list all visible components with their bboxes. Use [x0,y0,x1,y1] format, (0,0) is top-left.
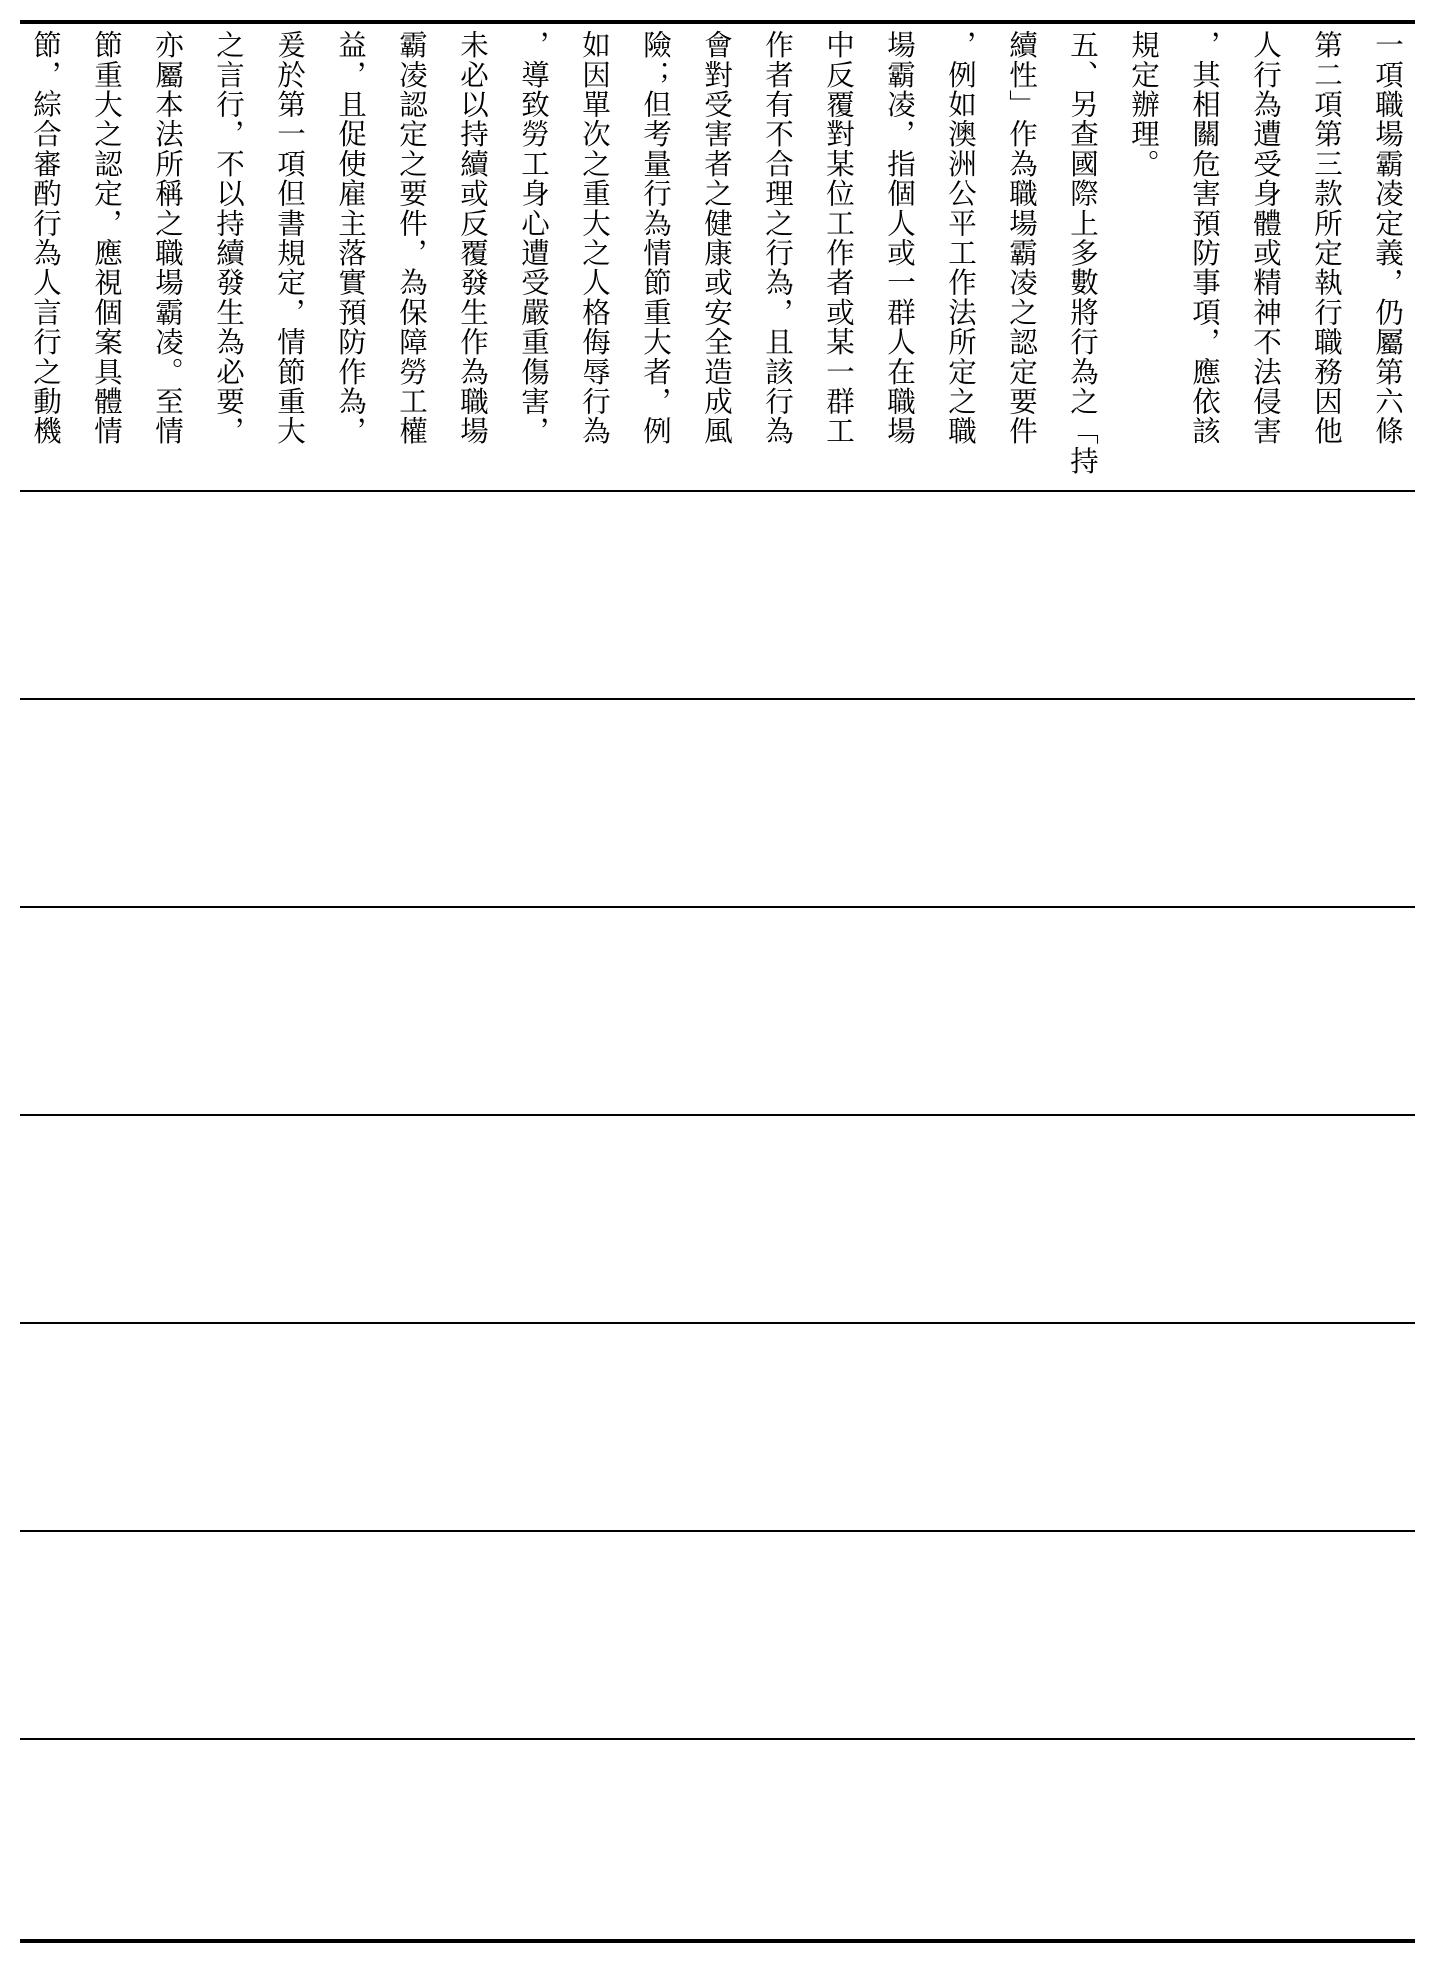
text-column [0,30,15,485]
text-column: 五、另查國際上多數將行為之「持 [1066,30,1099,476]
text-column: 會對受害者之健康或安全造成風 [700,30,733,446]
top-rule [20,20,1415,24]
empty-table-row [20,1324,1415,1530]
text-column: 險；但考量行為情節重大者，例 [639,30,672,446]
text-column: 作者有不合理之行為，且該行為 [761,30,794,446]
text-column: 節，綜合審酌行為人言行之動機 [29,30,62,446]
text-column: ，其相關危害預防事項，應依該 [1188,30,1221,446]
text-column: 如因單次之重大之人格侮辱行為 [578,30,611,446]
text-column: 中反覆對某位工作者或某一群工 [822,30,855,446]
text-column: 之言行，不以持續發生為必要， [212,30,245,446]
vertical-text-block [23,30,1418,485]
text-column: 規定辦理。 [1127,30,1160,179]
text-column: ，導致勞工身心遭受嚴重傷害， [517,30,550,446]
text-column: 益，且促使雇主落實預防作為， [334,30,367,446]
text-column: 節重大之認定，應視個案具體情 [90,30,123,446]
empty-table-row [20,908,1415,1114]
text-column: 人行為遭受身體或精神不法侵害 [1249,30,1282,446]
text-column: 霸凌認定之要件，為保障勞工權 [395,30,428,446]
text-column: 亦屬本法所稱之職場霸凌。至情 [151,30,184,446]
text-column: ，例如澳洲公平工作法所定之職 [944,30,977,446]
text-column: 續性」作為職場霸凌之認定要件 [1005,30,1038,446]
empty-table-row [20,1116,1415,1322]
text-column: 未必以持續或反覆發生作為職場 [456,30,489,446]
text-column: 一項職場霸凌定義，仍屬第六條 [1371,30,1404,446]
empty-table-row [20,1532,1415,1738]
empty-table-row [20,1740,1415,1940]
empty-table-row [20,492,1415,698]
text-column: 場霸凌，指個人或一群人在職場 [883,30,916,446]
text-column: 第二項第三款所定執行職務因他 [1310,30,1343,446]
bottom-rule [20,1939,1415,1943]
text-column: 爰於第一項但書規定，情節重大 [273,30,306,446]
empty-table-row [20,700,1415,906]
